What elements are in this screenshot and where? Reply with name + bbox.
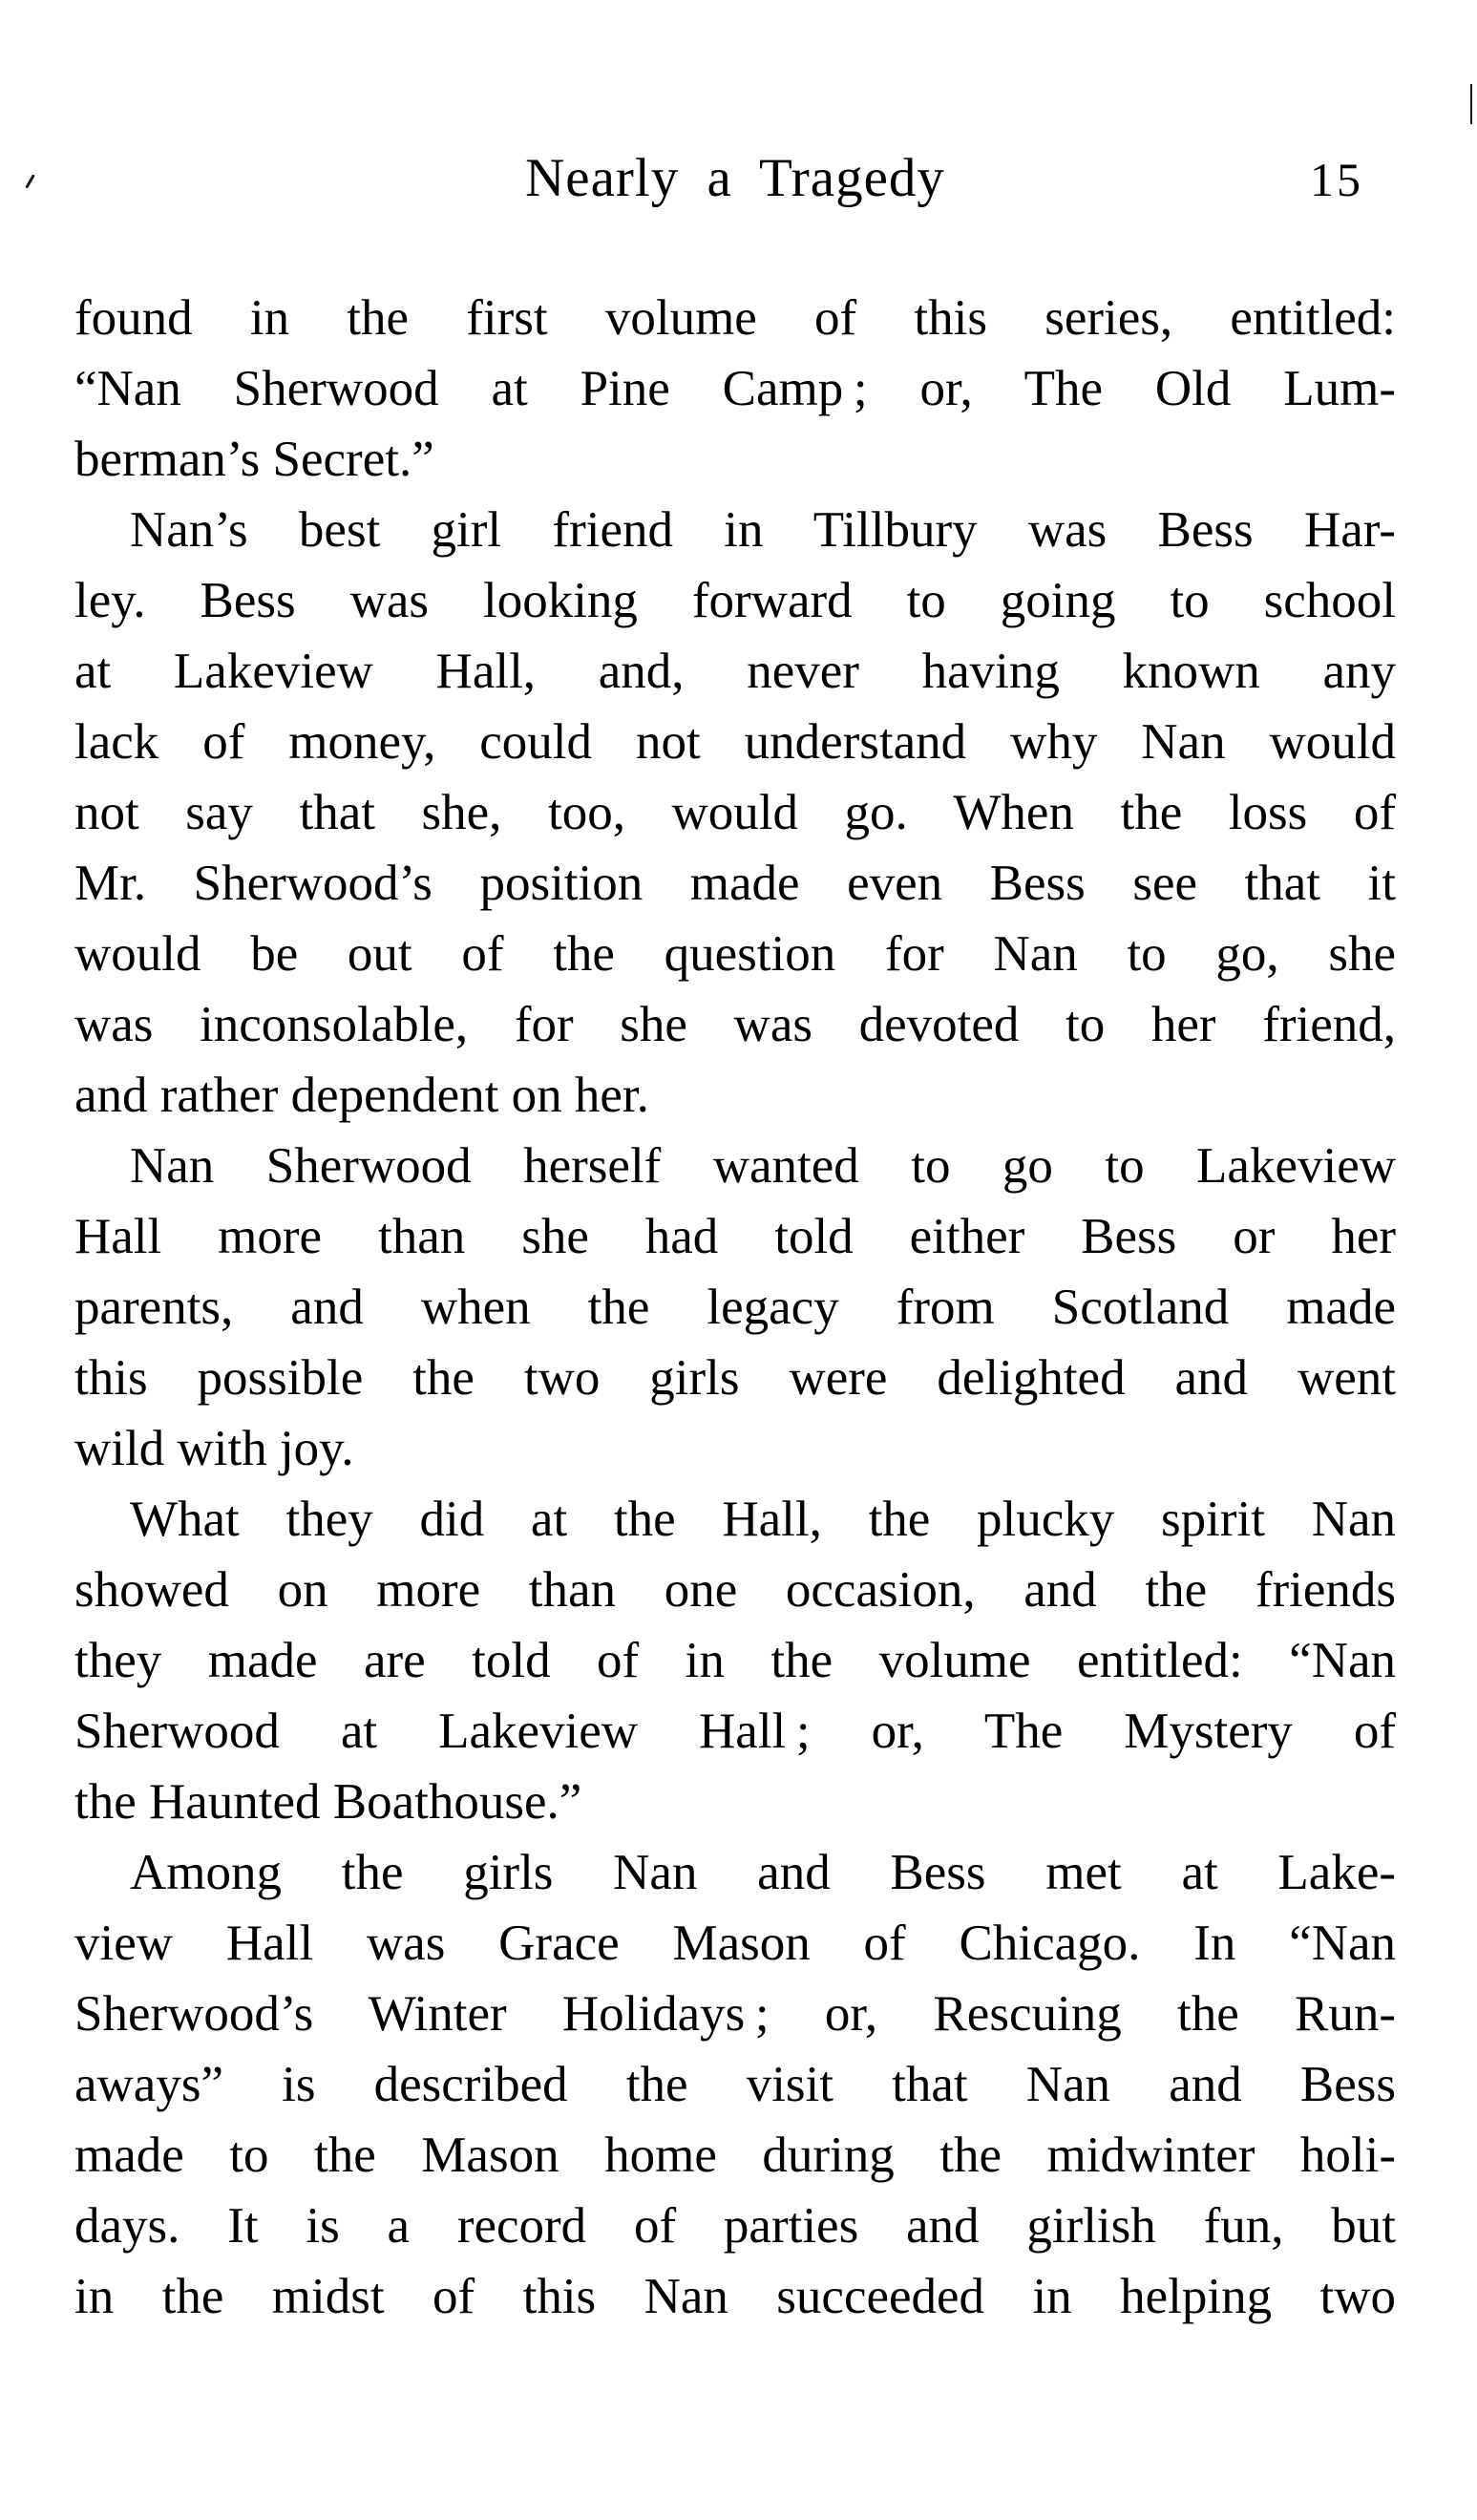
text-line: “Nan Sherwood at Pine Camp ; or, The Old Lum-	[74, 361, 1396, 416]
text-line: Mr. Sherwood’s position made even Bess see that it	[74, 856, 1396, 911]
text-line: this possible the two girls were delighted and went	[74, 1350, 1396, 1406]
text-line: parents, and when the legacy from Scotland made	[74, 1280, 1396, 1335]
text-line: the Haunted Boathouse.”	[74, 1774, 582, 1830]
print-artifact-mark	[1470, 84, 1472, 124]
text-line: made to the Mason home during the midwinter holi-	[74, 2128, 1396, 2183]
text-line: wild with joy.	[74, 1421, 354, 1476]
text-line: would be out of the question for Nan to go, she	[74, 926, 1396, 982]
text-line: ley. Bess was looking forward to going to school	[74, 573, 1396, 628]
text-line: Hall more than she had told either Bess or her	[74, 1209, 1396, 1264]
text-line: lack of money, could not understand why Nan would	[74, 714, 1396, 770]
running-head-title: Nearly a Tragedy	[525, 148, 945, 208]
page-number: 15	[1310, 153, 1363, 206]
page-header	[74, 145, 1396, 212]
text-line: in the midst of this Nan succeeded in helping two	[74, 2269, 1396, 2324]
text-line: Nan’s best girl friend in Tillbury was Bess Har-	[130, 502, 1396, 558]
print-artifact-mark	[25, 174, 35, 188]
text-line: berman’s Secret.”	[74, 432, 434, 487]
text-line: view Hall was Grace Mason of Chicago. In “Nan	[74, 1916, 1396, 1971]
text-line: aways” is described the visit that Nan and Bess	[74, 2057, 1396, 2112]
page-body	[74, 283, 1396, 2332]
text-line: was inconsolable, for she was devoted to her friend,	[74, 997, 1396, 1052]
text-line: Among the girls Nan and Bess met at Lake-	[130, 1845, 1396, 1900]
text-line: found in the first volume of this series, entitled:	[74, 290, 1396, 346]
text-line: Sherwood at Lakeview Hall ; or, The Mystery of	[74, 1704, 1396, 1759]
text-line: What they did at the Hall, the plucky spirit Nan	[130, 1492, 1396, 1547]
text-line: days. It is a record of parties and girlish fun, but	[74, 2198, 1396, 2254]
text-line: and rather dependent on her.	[74, 1068, 649, 1123]
text-line: not say that she, too, would go. When the loss of	[74, 785, 1396, 840]
text-line: they made are told of in the volume entitled: “Nan	[74, 1633, 1396, 1688]
text-line: Nan Sherwood herself wanted to go to Lakeview	[130, 1138, 1396, 1194]
text-line: showed on more than one occasion, and the friends	[74, 1562, 1396, 1618]
text-line: at Lakeview Hall, and, never having known any	[74, 644, 1396, 699]
text-line: Sherwood’s Winter Holidays ; or, Rescuing the Run-	[74, 1986, 1396, 2042]
